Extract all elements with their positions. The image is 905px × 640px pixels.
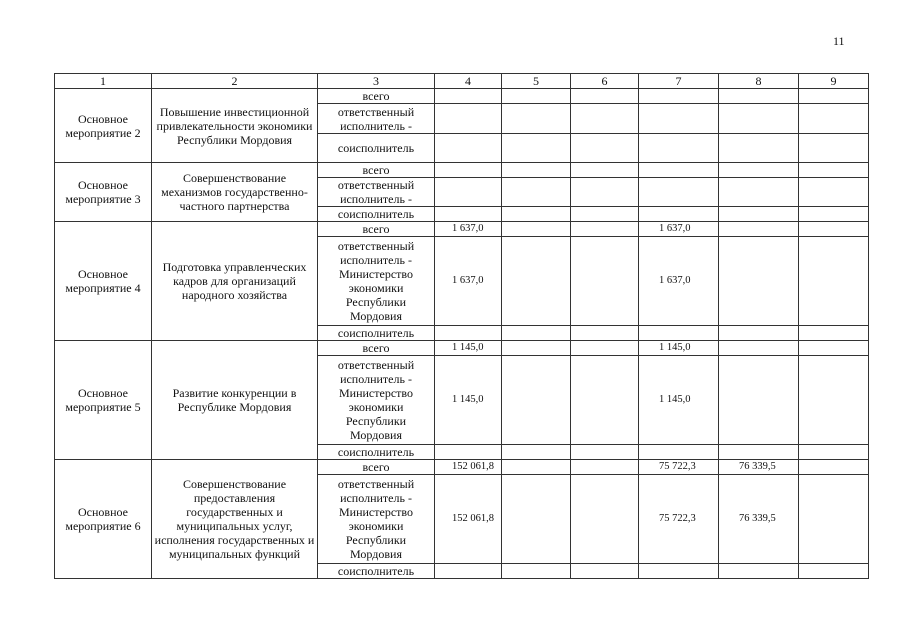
value-cell: 152 061,8	[435, 475, 502, 564]
value-cell	[719, 222, 799, 237]
role-co-executor: соисполнитель	[318, 445, 435, 460]
value-cell: 1 145,0	[435, 356, 502, 445]
value-cell	[435, 163, 502, 178]
role-responsible: ответственный исполнитель - Министерство экономики Республики Мордовия	[318, 237, 435, 326]
table-row	[55, 89, 869, 104]
value-cell	[719, 356, 799, 445]
value-cell: 152 061,8	[435, 460, 502, 475]
event-name: Совершенствование механизмов государственно-частного партнерства	[152, 163, 318, 222]
event-label: Основное мероприятие 3	[55, 163, 152, 222]
event-label: Основное мероприятие 2	[55, 89, 152, 163]
value-cell	[639, 89, 719, 104]
value-cell	[435, 89, 502, 104]
role-co-executor: соисполнитель	[318, 134, 435, 163]
value-cell: 1 637,0	[435, 222, 502, 237]
header-cell: 9	[799, 74, 869, 89]
event-name: Развитие конкуренции в Республике Мордовия	[152, 341, 318, 460]
role-total: всего	[318, 89, 435, 104]
header-row	[55, 74, 869, 89]
value-cell	[719, 341, 799, 356]
value-cell: 1 145,0	[639, 341, 719, 356]
value-cell: 1 637,0	[639, 222, 719, 237]
value-cell: 76 339,5	[719, 475, 799, 564]
value-cell: 1 637,0	[435, 237, 502, 326]
role-total: всего	[318, 163, 435, 178]
page-number: 11	[833, 34, 845, 48]
value-cell: 75 722,3	[639, 475, 719, 564]
value-cell: 75 722,3	[639, 460, 719, 475]
value-cell	[719, 89, 799, 104]
role-responsible: ответственный исполнитель - Министерство экономики Республики Мордовия	[318, 475, 435, 564]
event-label: Основное мероприятие 5	[55, 341, 152, 460]
value-cell: 1 145,0	[435, 341, 502, 356]
role-co-executor: соисполнитель	[318, 207, 435, 222]
table-row	[55, 163, 869, 178]
role-responsible: ответственный исполнитель -	[318, 178, 435, 207]
header-cell: 7	[639, 74, 719, 89]
header-cell: 5	[502, 74, 571, 89]
role-total: всего	[318, 222, 435, 237]
value-cell	[435, 178, 502, 207]
value-cell	[435, 104, 502, 134]
table-row	[55, 460, 869, 475]
value-cell	[639, 104, 719, 134]
event-label: Основное мероприятие 6	[55, 460, 152, 579]
header-cell: 1	[55, 74, 152, 89]
header-cell: 2	[152, 74, 318, 89]
value-cell	[719, 237, 799, 326]
value-cell: 1 145,0	[639, 356, 719, 445]
table-row	[55, 341, 869, 356]
role-co-executor: соисполнитель	[318, 326, 435, 341]
value-cell	[639, 163, 719, 178]
header-cell: 8	[719, 74, 799, 89]
event-label: Основное мероприятие 4	[55, 222, 152, 341]
value-cell: 1 637,0	[639, 237, 719, 326]
header-cell: 4	[435, 74, 502, 89]
value-cell	[719, 104, 799, 134]
value-cell	[719, 163, 799, 178]
header-cell: 6	[571, 74, 639, 89]
role-total: всего	[318, 460, 435, 475]
event-name: Подготовка управленческих кадров для организаций народного хозяйства	[152, 222, 318, 341]
table-row	[55, 222, 869, 237]
header-cell: 3	[318, 74, 435, 89]
value-cell: 76 339,5	[719, 460, 799, 475]
budget-table	[54, 73, 869, 579]
value-cell	[639, 178, 719, 207]
role-co-executor: соисполнитель	[318, 564, 435, 579]
role-responsible: ответственный исполнитель - Министерство экономики Республики Мордовия	[318, 356, 435, 445]
value-cell	[719, 178, 799, 207]
event-name: Совершенствование предоставления государственных и муниципальных услуг, исполнения государственных и муниципальных функций	[152, 460, 318, 579]
role-total: всего	[318, 341, 435, 356]
role-responsible: ответственный исполнитель -	[318, 104, 435, 134]
event-name: Повышение инвестиционной привлекательности экономики Республики Мордовия	[152, 89, 318, 163]
